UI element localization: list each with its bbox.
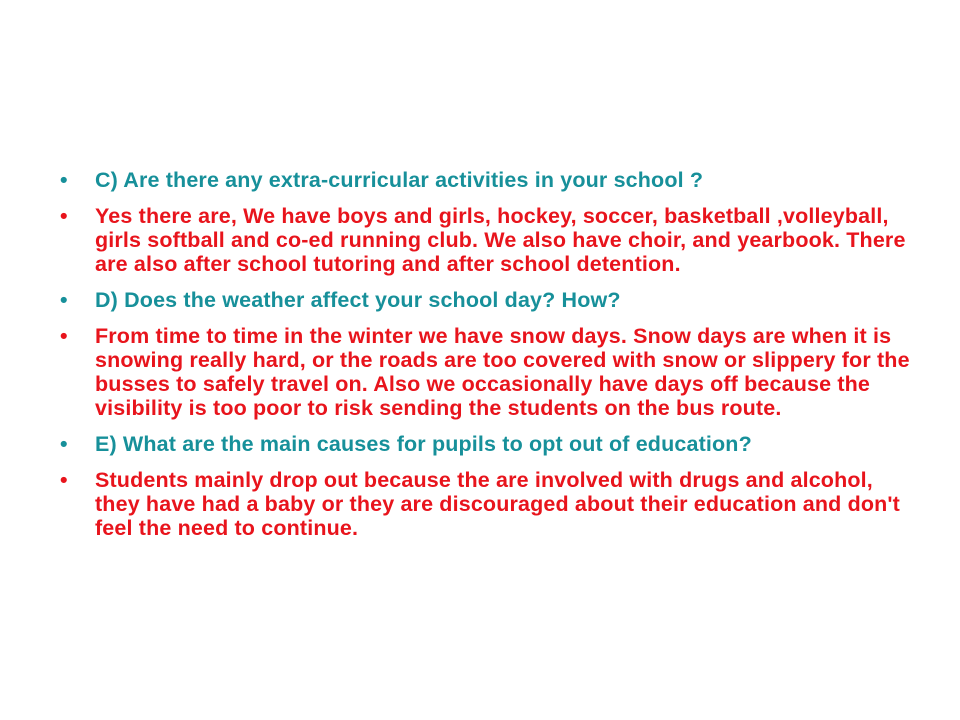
bullet-answer-c: [60, 204, 920, 276]
bullet-answer-d: [60, 324, 920, 420]
bullet-question-e: [60, 432, 920, 456]
bullet-list: [60, 168, 920, 552]
bullet-marker: •: [60, 288, 68, 312]
bullet-answer-e: [60, 468, 920, 540]
bullet-question-c: [60, 168, 920, 192]
bullet-question-d: [60, 288, 920, 312]
bullet-marker: •: [60, 468, 68, 492]
bullet-marker: •: [60, 204, 68, 228]
question-e-text: E) What are the main causes for pupils to opt out of education?: [95, 432, 752, 456]
answer-c-text: Yes there are, We have boys and girls, hockey, soccer, basketball ,volleyball, girls softball and co-ed running club. We also have choir, and yearbook. There are also after school tutoring and after school detention.: [95, 204, 906, 276]
answer-e-text: Students mainly drop out because the are involved with drugs and alcohol, they have had a baby or they are discouraged about their education and don't feel the need to continue.: [95, 468, 900, 540]
bullet-marker: •: [60, 168, 68, 192]
question-c-text: C) Are there any extra-curricular activities in your school ?: [95, 168, 704, 192]
bullet-marker: •: [60, 432, 68, 456]
bullet-marker: •: [60, 324, 68, 348]
question-d-text: D) Does the weather affect your school day? How?: [95, 288, 621, 312]
answer-d-text: From time to time in the winter we have snow days. Snow days are when it is snowing really hard, or the roads are too covered with snow or slippery for the busses to safely travel on. Also we occasionally have days off because the visibility is too poor to risk sending the students on the bus route.: [95, 324, 910, 420]
